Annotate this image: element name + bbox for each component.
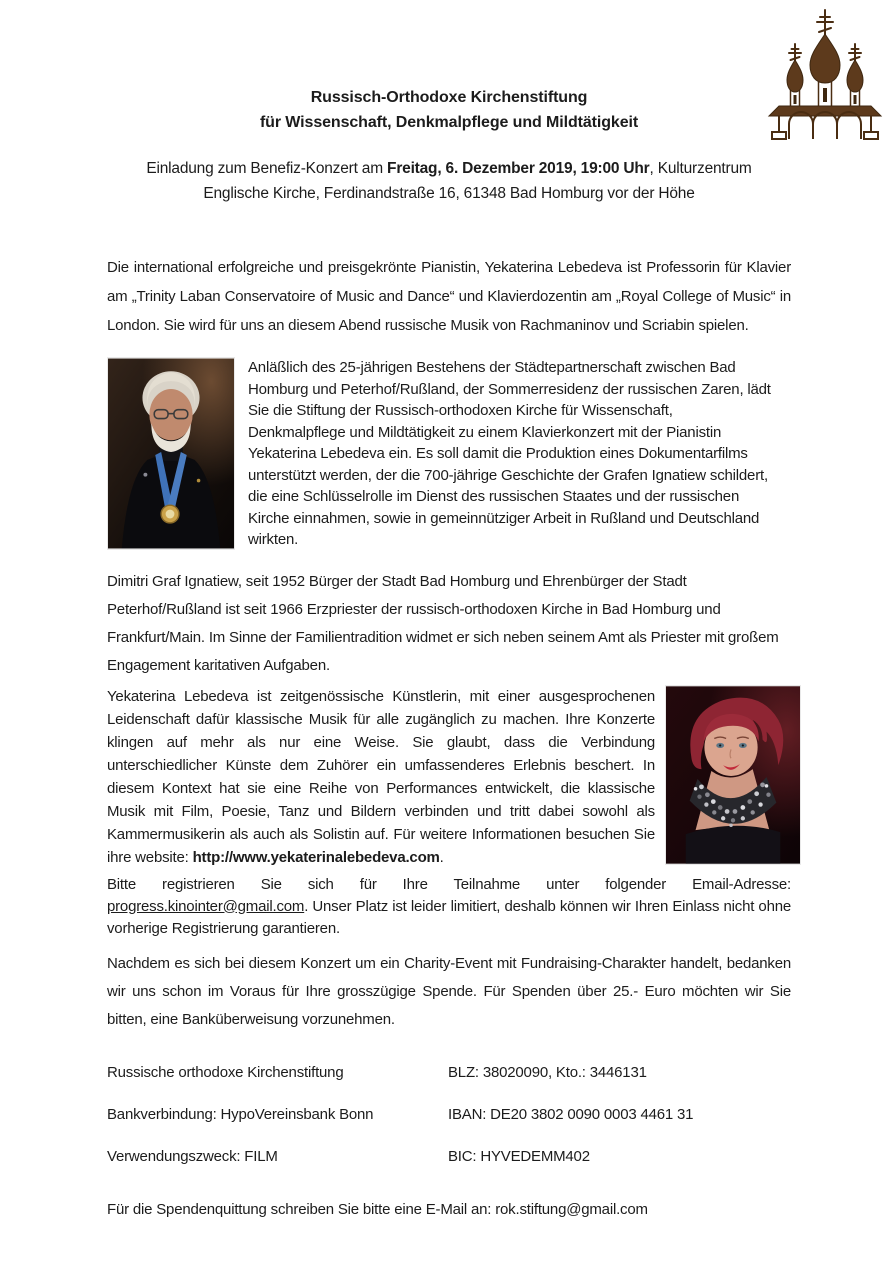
church-logo-icon [763,6,887,142]
bank-bic: BIC: HYVEDEMM402 [448,1147,590,1165]
paragraph-dimitri: Dimitri Graf Ignatiew, seit 1952 Bürger der Stadt Bad Homburg und Ehrenbürger der Stadt Peterhof/Rußland ist seit 1966 Erzpriester der russisch-orthodoxen Kirche in Bad Homburg und Frankfurt/Main. Im Sinne der Familientradition widmet er sich neben seinem Amt als Priester mit großem Engagement karitativen Aufgaben. [107,572,779,674]
registration-email-link[interactable]: progress.kinointer@gmail.com [107,897,305,915]
paragraph-registration: Bitte registrieren Sie sich für Ihre Teilnahme unter folgender Email-Adresse: progress.kinointer@gmail.com. Unser Platz ist leider limitiert, deshalb können wir Ihren Einlass nicht ohne vorherige Registrierung garantieren. [107,875,791,937]
title-line-1: Russisch-Orthodoxe Kirchenstiftung [310,89,588,106]
paragraph-anniversary: Anläßlich des 25-jährigen Bestehens der Städtepartnerschaft zwischen Bad Homburg und Peterhof/Rußland, der Sommerresidenz der russischen Zaren, lädt Sie die Stiftung der Russisch-orthodoxen Kirche für Wissenschaft, Denkmalpflege und Mildtätigkeit zu einem Klavierkonzert mit der Pianistin Yekaterina Lebedeva ein. Es soll damit die Produktion eines Dokumentarfilms unterstützt werden, der die 700-jährige Geschichte der Grafen Ignatiew schildert, die eine Schlüsselrolle im Dienst des russischen Staates und der russischen Kirche einnahmen, sowie in gemeinnütziger Arbeit in Rußland und Deutschland wirkten. [248,359,771,548]
invitation-block [107,156,791,206]
bank-foundation-name: Russische orthodoxe Kirchenstiftung [107,1063,344,1081]
bank-row [107,1147,791,1167]
bank-row [107,1063,791,1083]
invitation-line-2: Englische Kirche, Ferdinandstraße 16, 61348 Bad Homburg vor der Höhe [203,185,695,202]
section-artist [107,685,791,869]
photo-dimitri-ignatiew [107,357,235,550]
bank-row [107,1105,791,1125]
donation-receipt-note: Für die Spendenquittung schreiben Sie bitte eine E-Mail an: rok.stiftung@gmail.com [107,1200,648,1218]
bank-connection: Bankverbindung: HypoVereinsbank Bonn [107,1105,374,1123]
invitation-line-1: Einladung zum Benefiz-Konzert am Freitag, 6. Dezember 2019, 19:00 Uhr, Kulturzentrum [146,160,752,177]
photo-yekaterina-lebedeva [665,685,801,865]
bank-details [107,1063,791,1167]
title-line-2: für Wissenschaft, Denkmalpflege und Mildtätigkeit [259,114,639,131]
paragraph-intro: Die international erfolgreiche und preisgekrönte Pianistin, Yekaterina Lebedeva ist Professorin für Klavier am „Trinity Laban Conservatoire of Music and Dance“ und Klavierdozentin am „Royal College of Music“ in London. Sie wird für uns an diesem Abend russische Musik von Rachmaninov und Scriabin spielen. [107,259,791,334]
bank-purpose: Verwendungszweck: FILM [107,1147,278,1165]
paragraph-artist: Yekaterina Lebedeva ist zeitgenössische Künstlerin, mit einer ausgesprochenen Leidenschaft dafür klassische Musik für alle zugänglich zu machen. Ihre Konzerte klingen auf mehr als nur eine Weise. Sie glaubt, dass die Verbindung unterschiedlicher Künste dem Zuhörer ein umfassenderes Erlebnis beschert. In diesem Kontext hat sie eine Reihe von Performances entwickelt, die klassische Musik mit Film, Poesie, Tanz und Bildern verbinden und tritt dabei sowohl als Kammermusikerin als auch als Solistin auf. Für weitere Informationen besuchen Sie ihre website: http://www.yekaterinalebedeva.com. [107,687,655,866]
paragraph-charity: Nachdem es sich bei diesem Konzert um ein Charity-Event mit Fundraising-Charakter handelt, bedanken wir uns schon im Voraus für Ihre grosszügige Spende. Für Spenden über 25.- Euro möchten wir Sie bitten, eine Banküberweisung vorzunehmen. [107,954,791,1028]
bank-iban: IBAN: DE20 3802 0090 0003 4461 31 [448,1105,694,1123]
bank-blz-kto: BLZ: 38020090, Kto.: 3446131 [448,1063,647,1081]
artist-website-url: http://www.yekaterinalebedeva.com [192,848,440,866]
section-anniversary [107,357,791,551]
document-title [107,85,791,135]
event-datetime: Freitag, 6. Dezember 2019, 19:00 Uhr [387,160,650,177]
